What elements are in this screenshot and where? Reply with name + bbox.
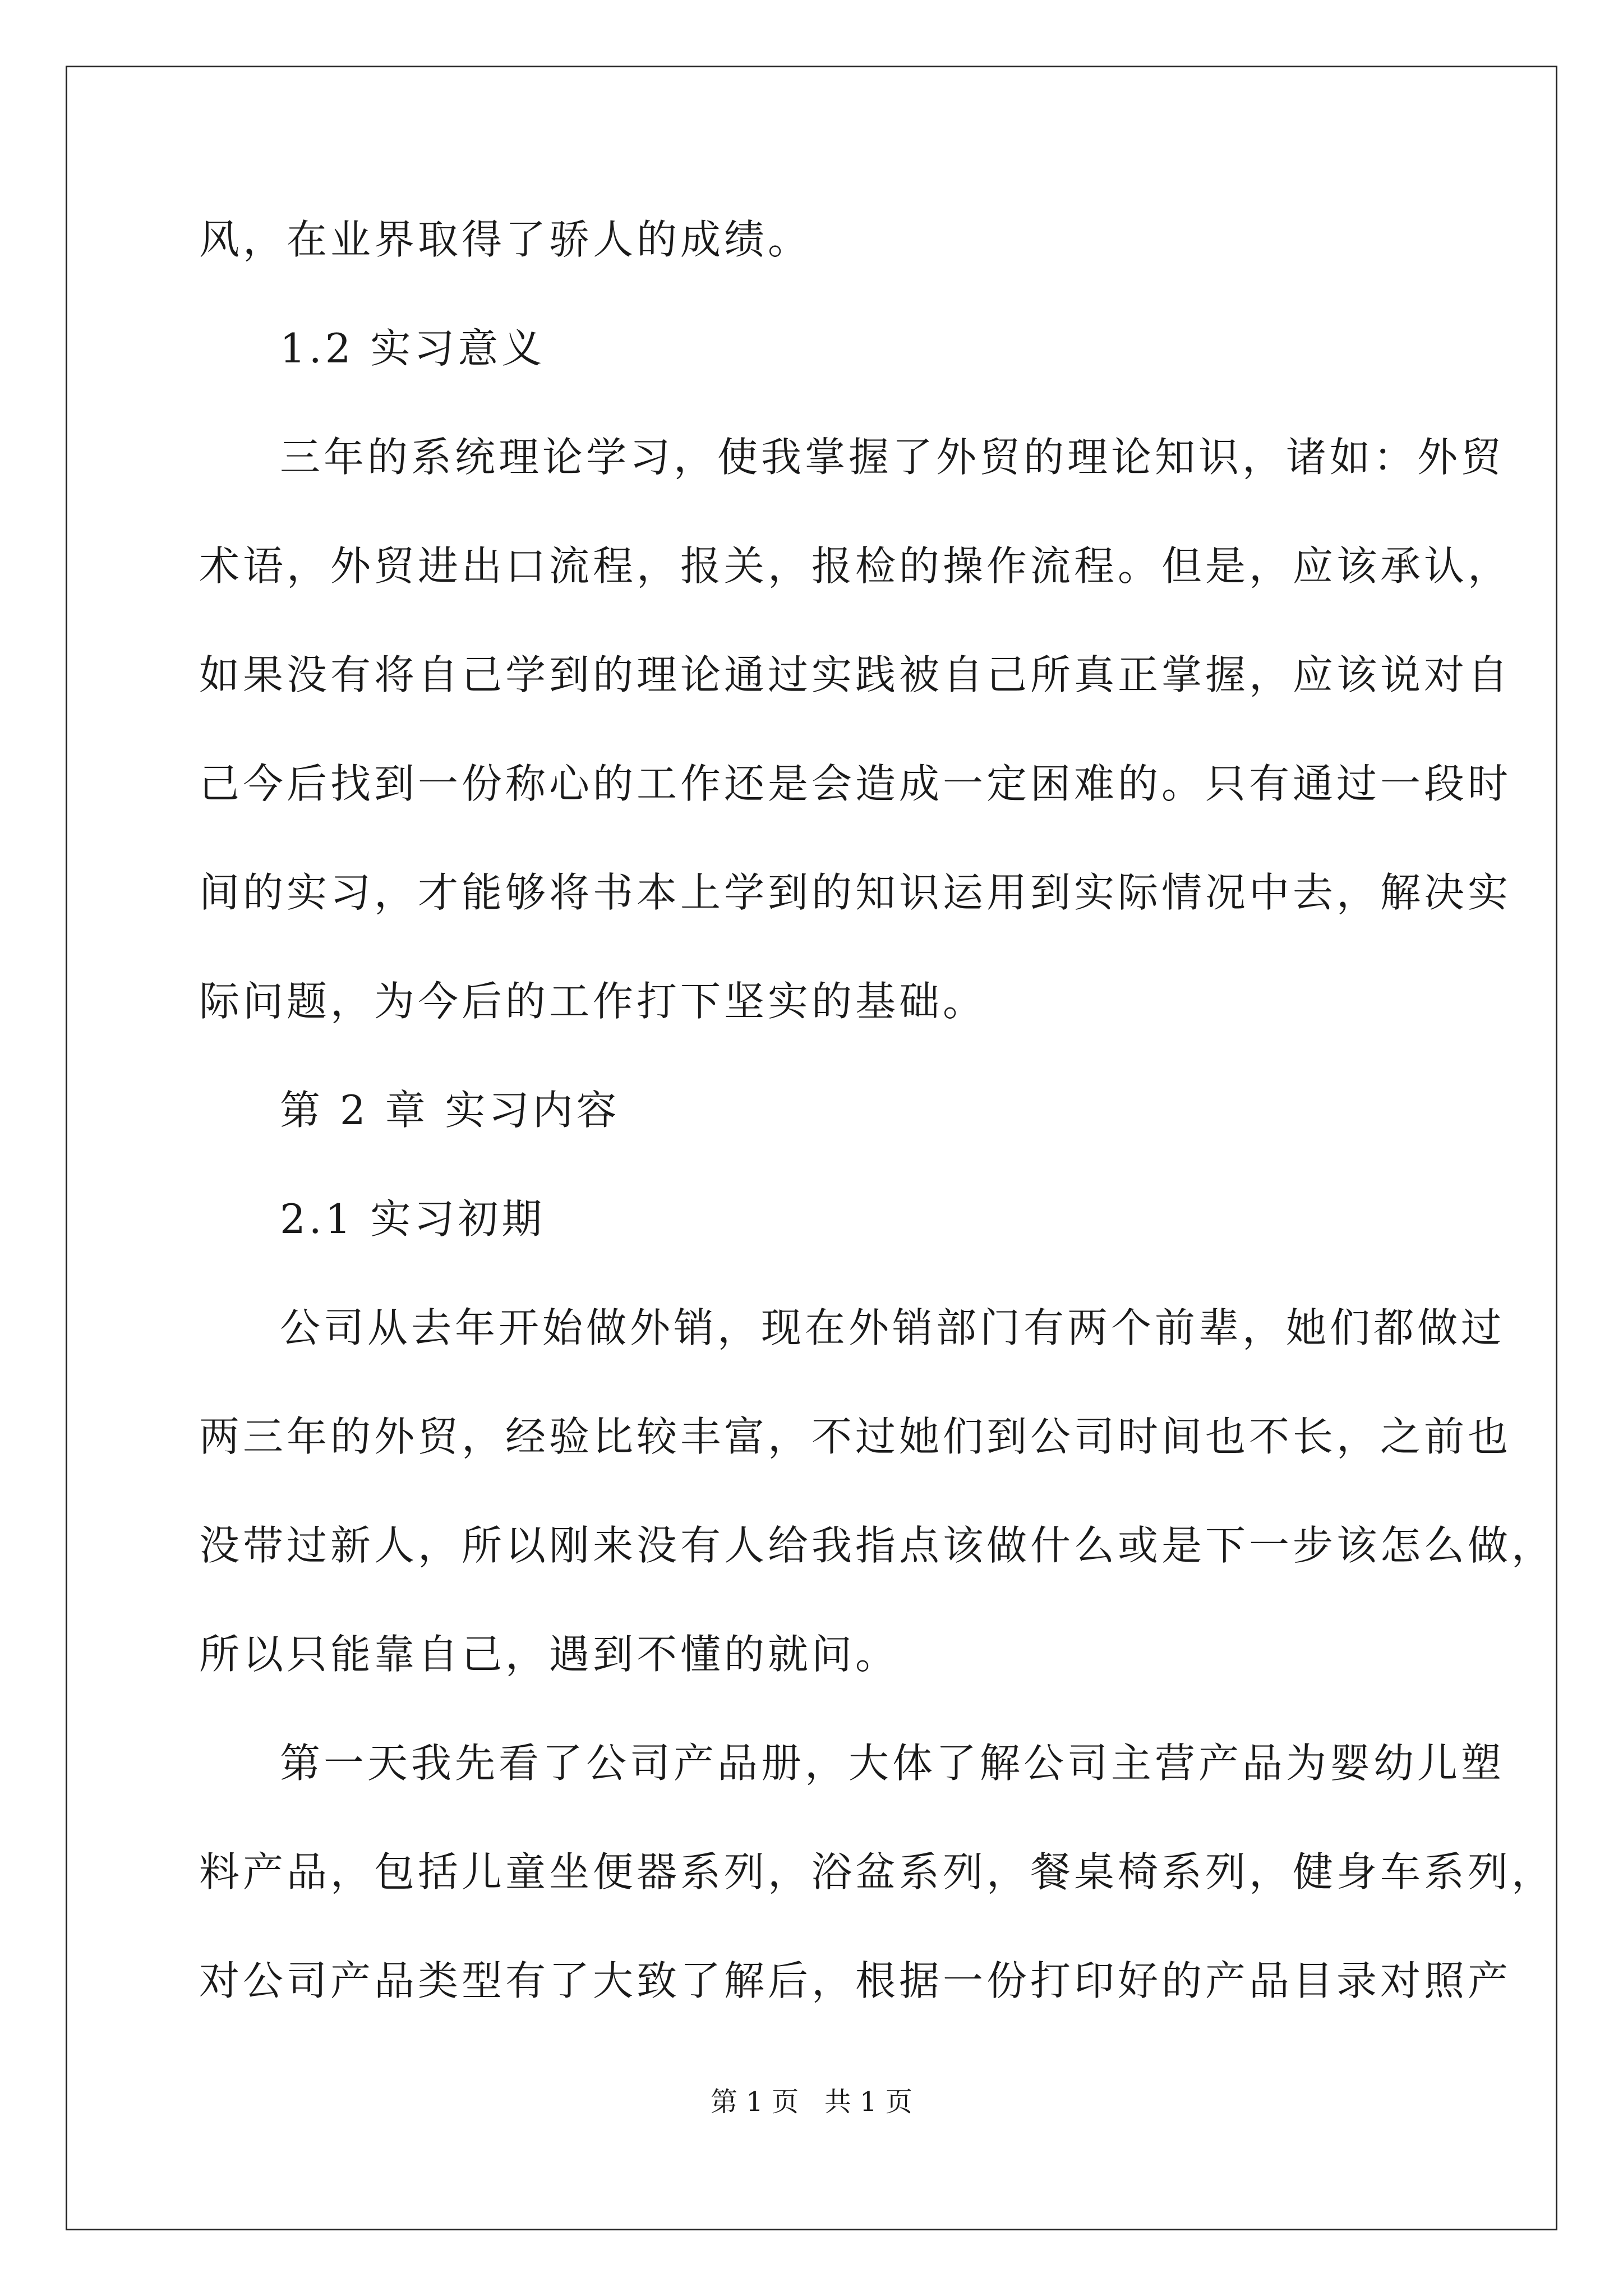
document-body	[199, 185, 1556, 2035]
text-line: 际问题，为今后的工作打下坚实的基础。	[199, 978, 987, 1025]
text-line: 间的实习，才能够将书本上学到的知识运用到实际情况中去，解决实	[199, 869, 1512, 916]
text-line: 第 2 章 实习内容	[280, 1087, 620, 1134]
chapter-heading-2	[199, 1056, 1433, 1165]
text-line: 所以只能靠自己，遇到不懂的就问。	[199, 1631, 900, 1678]
text-line: 第一天我先看了公司产品册，大体了解公司主营产品为婴幼儿塑	[280, 1740, 1505, 1787]
text-line: 两三年的外贸，经验比较丰富，不过她们到公司时间也不长，之前也	[199, 1413, 1512, 1460]
text-line: 料产品，包括儿童坐便器系列，浴盆系列，餐桌椅系列，健身车系列，	[199, 1848, 1556, 1895]
text-line: 2.1 实习初期	[280, 1195, 546, 1243]
paragraph	[199, 185, 1433, 294]
text-line: 术语，外贸进出口流程，报关，报检的操作流程。但是，应该承认，	[199, 542, 1512, 590]
text-line: 1.2 实习意义	[280, 325, 546, 372]
paragraph	[199, 1273, 1556, 1709]
text-line: 风，在业界取得了骄人的成绩。	[199, 216, 812, 263]
page-number: 第 1 页 共 1 页	[711, 2086, 912, 2118]
text-line: 公司从去年开始做外销，现在外销部门有两个前辈，她们都做过	[280, 1304, 1505, 1351]
text-line: 己今后找到一份称心的工作还是会造成一定困难的。只有通过一段时	[199, 760, 1512, 807]
paragraph	[199, 403, 1512, 1056]
paragraph	[199, 1709, 1556, 2035]
text-line: 三年的系统理论学习，使我掌握了外贸的理论知识，诸如：外贸	[280, 434, 1505, 481]
text-line: 对公司产品类型有了大致了解后，根据一份打印好的产品目录对照产	[199, 1957, 1512, 2004]
text-line: 如果没有将自己学到的理论通过实践被自己所真正掌握，应该说对自	[199, 651, 1512, 698]
text-line: 没带过新人，所以刚来没有人给我指点该做什么或是下一步该怎么做，	[199, 1522, 1556, 1569]
section-heading-2-1	[199, 1165, 1433, 1273]
section-heading-1-2	[199, 294, 1433, 403]
